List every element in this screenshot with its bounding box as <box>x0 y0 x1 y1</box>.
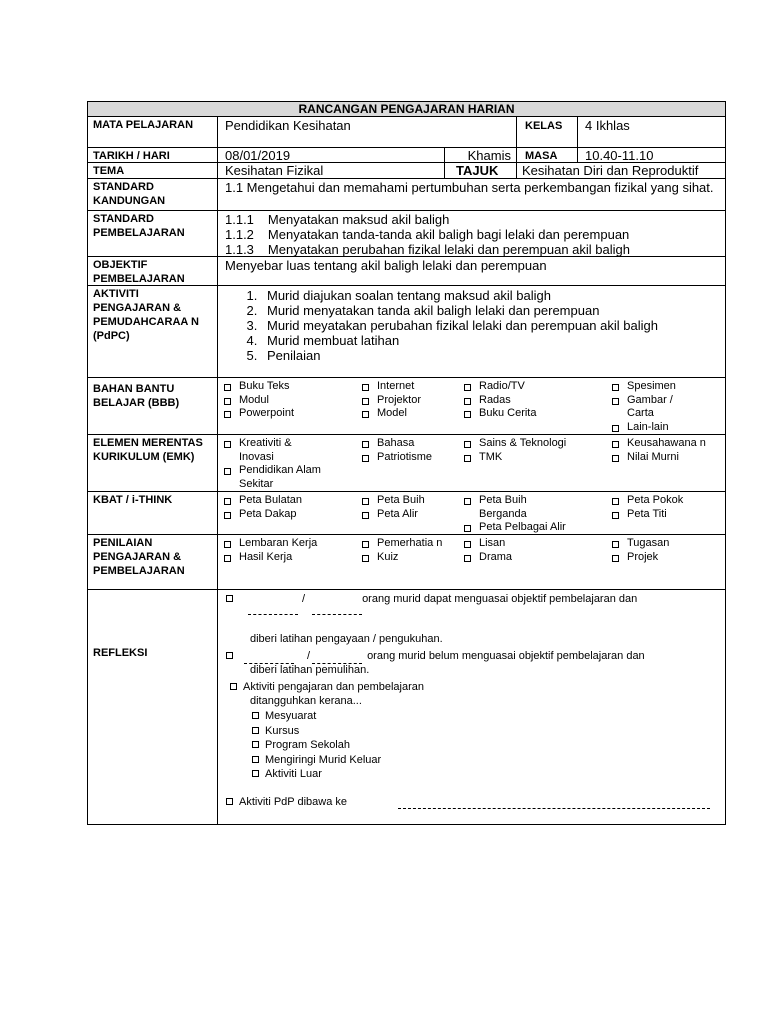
checkbox-option[interactable]: Internet <box>356 380 458 394</box>
refleksi-line-carried <box>226 795 347 809</box>
checkbox-option[interactable]: Peta Dakap <box>218 508 356 522</box>
label-tajuk: TAJUK <box>456 163 499 178</box>
checkbox-option[interactable]: Pendidikan Alam Sekitar <box>218 464 339 491</box>
list-item[interactable] <box>252 767 381 782</box>
aktiviti-list <box>218 288 725 363</box>
sp-item <box>218 212 449 227</box>
checkbox-option[interactable]: Peta Pelbagai Alir <box>458 521 606 535</box>
checkbox-option[interactable]: Peta Titi <box>606 508 724 522</box>
value-mata-pelajaran: Pendidikan Kesihatan <box>225 118 351 133</box>
sp-item <box>218 227 629 242</box>
value-tema: Kesihatan Fizikal <box>225 163 324 178</box>
row-refleksi <box>88 590 725 824</box>
checkbox-option[interactable]: Projektor <box>356 394 458 408</box>
checkbox-icon[interactable] <box>252 741 259 748</box>
label-penilaian: PENILAIAN PENGAJARAN & PEMBELAJARAN <box>88 535 218 589</box>
checkbox-option[interactable]: Lembaran Kerja <box>218 537 356 551</box>
label-mata-pelajaran: MATA PELAJARAN <box>88 117 218 147</box>
checkbox-option[interactable]: Projek <box>606 551 724 565</box>
refleksi-line-postponed <box>230 680 424 694</box>
checkbox-icon[interactable] <box>226 652 233 659</box>
label-tarikh: TARIKH / HARI <box>88 148 218 162</box>
checkbox-icon[interactable] <box>252 727 259 734</box>
slash-text: / <box>307 650 311 662</box>
checkbox-option[interactable]: Powerpoint <box>218 407 356 421</box>
value-date: 08/01/2019 <box>225 148 291 163</box>
refleksi-line-not-mastered <box>226 649 645 663</box>
checkbox-option[interactable]: Drama <box>458 551 606 565</box>
reason-text: Kursus <box>265 724 300 737</box>
checkbox-icon[interactable] <box>252 712 259 719</box>
value-objektif: Menyebar luas tentang akil baligh lelaki dan perempuan <box>225 258 547 273</box>
checkbox-option[interactable]: Gambar / Carta <box>606 394 697 421</box>
label-bbb: BAHAN BANTU BELAJAR (BBB) <box>88 378 218 434</box>
checkbox-option[interactable]: Peta Buih Berganda <box>458 494 549 521</box>
checkbox-option[interactable]: Radas <box>458 394 606 408</box>
label-standard-kandungan: STANDARD KANDUNGAN <box>88 179 218 210</box>
checkbox-icon[interactable] <box>252 756 259 763</box>
refleksi-text: orang murid dapat menguasai objektif pembelajaran dan <box>362 593 638 605</box>
sp-text: Menyatakan tanda-tanda akil baligh bagi lelaki dan perempuan <box>267 227 630 242</box>
reason-text: Aktiviti Luar <box>265 768 322 780</box>
label-standard-pembelajaran: STANDARD PEMBELAJARAN <box>88 211 218 256</box>
checkbox-icon[interactable] <box>230 683 237 690</box>
sp-item <box>218 242 630 257</box>
checkbox-option[interactable]: Nilai Murni <box>606 451 724 465</box>
checkbox-option[interactable]: Pemerhatia n <box>356 537 447 551</box>
refleksi-text: Aktiviti PdP dibawa ke <box>239 796 348 808</box>
penilaian-options <box>218 535 725 589</box>
value-masa: 10.40-11.10 <box>585 148 654 163</box>
row-kbat <box>88 492 725 535</box>
list-item[interactable] <box>252 724 381 739</box>
sp-code: 1.1.3 <box>225 242 254 257</box>
bbb-options <box>218 378 725 434</box>
blank-field[interactable] <box>398 808 710 809</box>
value-kelas: 4 Ikhlas <box>585 118 630 133</box>
table-title: RANCANGAN PENGAJARAN HARIAN <box>88 102 725 117</box>
value-standard-kandungan: 1.1 Mengetahui dan memahami pertumbuhan serta perkembangan fizikal yang sihat. <box>225 180 714 195</box>
refleksi-text: orang murid belum menguasai objektif pembelajaran dan <box>367 650 645 662</box>
label-masa: MASA <box>525 150 558 162</box>
checkbox-option[interactable]: Tugasan <box>606 537 724 551</box>
row-standard-kandungan <box>88 179 725 211</box>
row-tema <box>88 163 725 179</box>
checkbox-icon[interactable] <box>252 770 259 777</box>
value-day: Khamis <box>467 148 511 163</box>
aktiviti-list-wrap <box>218 288 725 363</box>
checkbox-option[interactable]: Hasil Kerja <box>218 551 356 565</box>
row-standard-pembelajaran <box>88 211 725 257</box>
refleksi-line-mastered <box>226 592 637 606</box>
reason-text: Program Sekolah <box>265 739 350 751</box>
list-item[interactable] <box>252 738 381 753</box>
refleksi-text: ditangguhkan kerana... <box>250 695 362 707</box>
row-penilaian <box>88 535 725 590</box>
list-item: 4. Murid membuat latihan <box>261 333 725 348</box>
refleksi-text: Aktiviti pengajaran dan pembelajaran <box>243 681 425 693</box>
checkbox-option[interactable]: Lain-lain <box>606 421 724 435</box>
blank-field[interactable] <box>312 614 362 615</box>
value-tajuk: Kesihatan Diri dan Reproduktif <box>522 163 699 178</box>
checkbox-option[interactable]: Sains & Teknologi <box>458 437 606 451</box>
list-item: 2. Murid menyatakan tanda akil baligh lelaki dan perempuan <box>261 303 725 318</box>
sp-code: 1.1.2 <box>225 227 254 242</box>
reason-text: Mengiringi Murid Keluar <box>265 753 382 766</box>
checkbox-option[interactable]: Buku Teks <box>218 380 356 394</box>
row-emk <box>88 435 725 492</box>
label-objektif: OBJEKTIF PEMBELAJARAN <box>88 257 218 285</box>
label-aktiviti: AKTIVITI PENGAJARAN & PEMUDAHCARAA N (PdPC) <box>88 286 218 377</box>
checkbox-option[interactable]: Kuiz <box>356 551 458 565</box>
checkbox-option[interactable]: Lisan <box>458 537 606 551</box>
checkbox-option[interactable]: Radio/TV <box>458 380 606 394</box>
row-tarikh <box>88 148 725 163</box>
kbat-options <box>218 492 725 534</box>
checkbox-option[interactable]: Peta Pokok <box>606 494 724 508</box>
list-item[interactable] <box>252 709 381 724</box>
checkbox-option[interactable]: Peta Alir <box>356 508 458 522</box>
row-mata-pelajaran <box>88 117 725 148</box>
checkbox-option[interactable]: Buku Cerita <box>458 407 606 421</box>
emk-options <box>218 435 725 491</box>
checkbox-option[interactable]: Spesimen <box>606 380 724 394</box>
refleksi-text: diberi latihan pemulihan. <box>250 664 370 676</box>
list-item: 1. Murid diajukan soalan tentang maksud akil baligh <box>261 288 725 303</box>
label-kbat: KBAT / i-THINK <box>88 492 218 534</box>
checkbox-icon[interactable] <box>226 595 233 602</box>
reason-text: Mesyuarat <box>265 710 317 722</box>
refleksi-content <box>218 590 725 824</box>
checkbox-option[interactable]: Modul <box>218 394 356 408</box>
slash-text: / <box>302 593 306 605</box>
blank-field[interactable] <box>248 614 298 615</box>
label-tema: TEMA <box>88 163 218 178</box>
label-kelas: KELAS <box>525 120 563 132</box>
checkbox-option[interactable]: TMK <box>458 451 606 465</box>
lesson-plan-table <box>87 101 726 825</box>
sp-text: Menyatakan maksud akil baligh <box>267 212 450 227</box>
sp-text: Menyatakan perubahan fizikal lelaki dan perempuan akil baligh <box>267 242 630 257</box>
reason-list <box>252 709 381 782</box>
list-item[interactable] <box>252 753 381 768</box>
row-objektif <box>88 257 725 286</box>
checkbox-option[interactable]: Patriotisme <box>356 451 458 465</box>
checkbox-icon[interactable] <box>226 798 233 805</box>
sp-code: 1.1.1 <box>225 212 254 227</box>
list-item: 5. Penilaian <box>261 348 725 363</box>
row-aktiviti <box>88 286 725 378</box>
refleksi-text: diberi latihan pengayaan / pengukuhan. <box>250 633 443 645</box>
list-item: 3. Murid meyatakan perubahan fizikal lelaki dan perempuan akil baligh <box>261 318 725 333</box>
checkbox-option[interactable]: Model <box>356 407 458 421</box>
checkbox-option[interactable]: Peta Bulatan <box>218 494 356 508</box>
checkbox-option[interactable]: Bahasa <box>356 437 458 451</box>
checkbox-option[interactable]: Kreativiti & Inovasi <box>218 437 319 464</box>
label-emk: ELEMEN MERENTAS KURIKULUM (EMK) <box>88 435 218 491</box>
row-bbb <box>88 378 725 435</box>
checkbox-option[interactable]: Keusahawana n <box>606 437 713 451</box>
label-refleksi: REFLEKSI <box>88 590 218 824</box>
checkbox-option[interactable]: Peta Buih <box>356 494 458 508</box>
